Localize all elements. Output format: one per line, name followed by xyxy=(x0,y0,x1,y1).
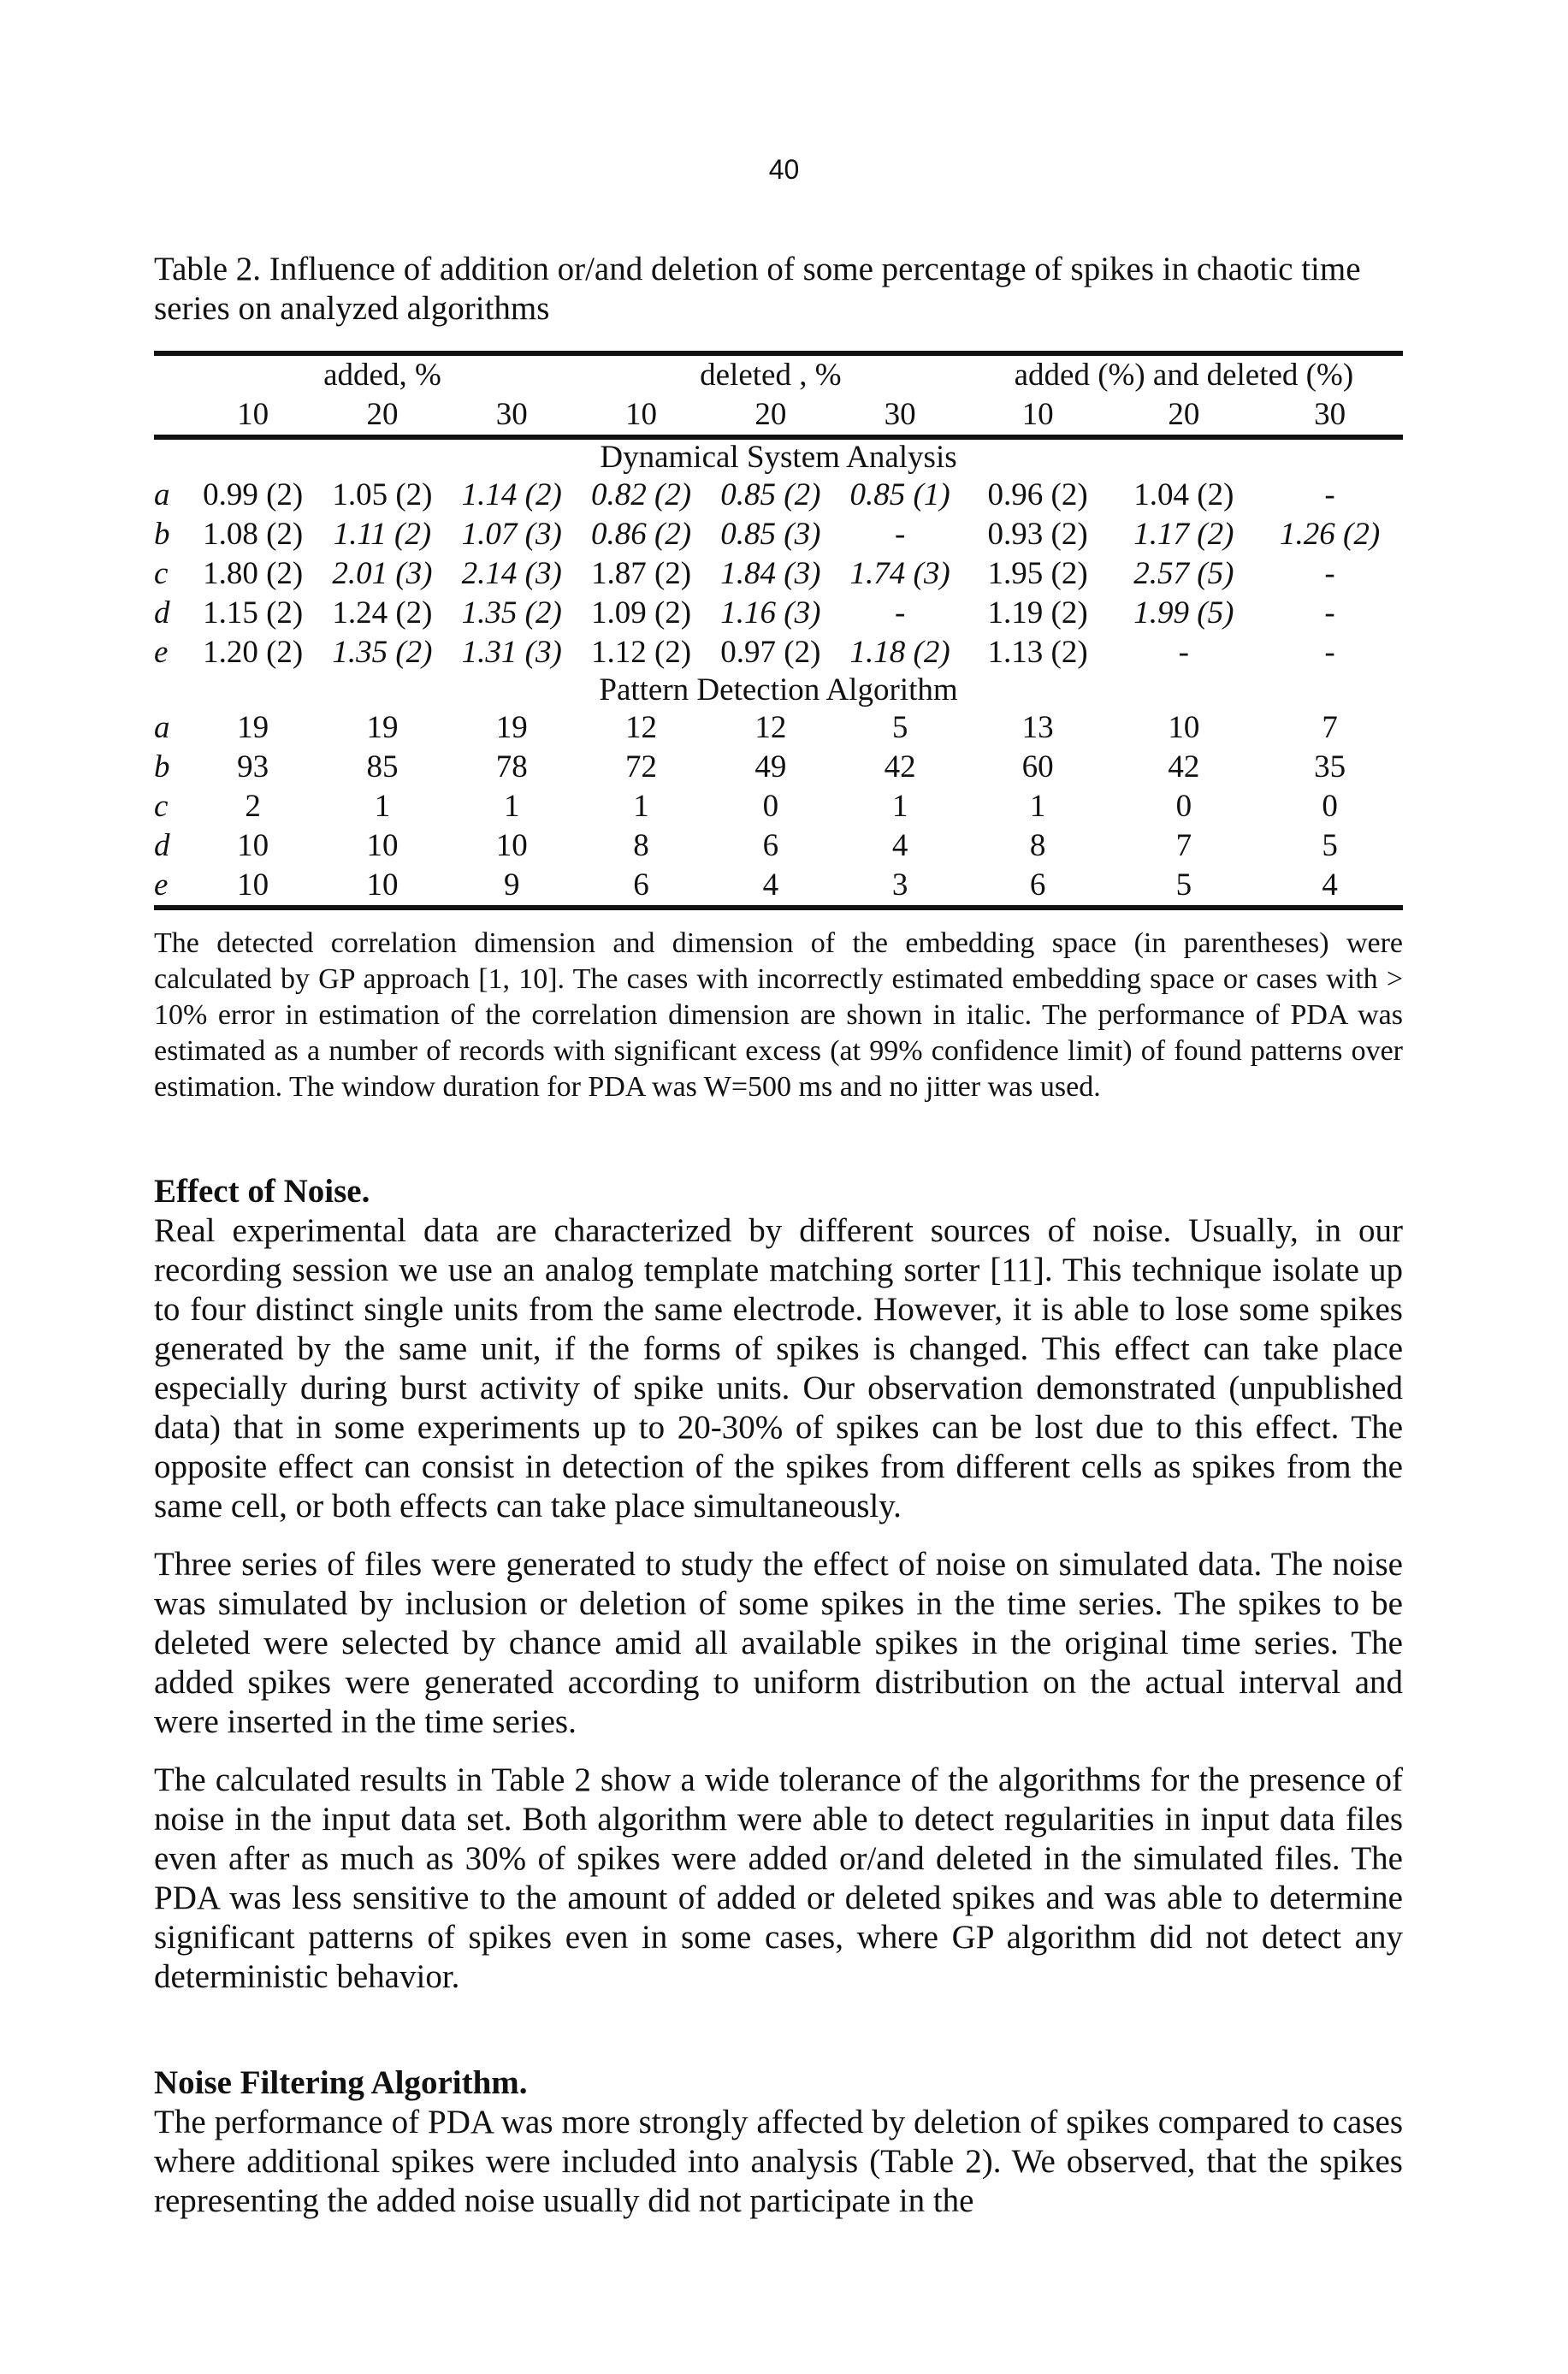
table-cell: 85 xyxy=(366,749,399,784)
table-cell: 1.74 (3) xyxy=(849,556,950,591)
table-cell: 9 xyxy=(447,866,577,908)
table-cell: 1 xyxy=(374,789,391,824)
table-cell: 5 xyxy=(1110,866,1257,908)
table-cell: 10 xyxy=(237,828,269,863)
table-cell: 6 xyxy=(762,828,779,863)
table-cell: 0.93 (2) xyxy=(987,517,1088,552)
table-cell: 1.09 (2) xyxy=(590,595,692,631)
table-cell: 19 xyxy=(366,710,399,745)
table-cell: 72 xyxy=(625,749,658,784)
page-content xyxy=(154,250,1403,2240)
column-header: 10 xyxy=(577,395,706,437)
table-cell: 35 xyxy=(1314,749,1346,784)
table-caption: Table 2. Influence of addition or/and deletion of some percentage of spikes in chaotic time series on analyzed algorithms xyxy=(154,251,1361,327)
section-title: Pattern Detection Algorithm xyxy=(599,672,958,707)
body-sections xyxy=(154,1172,1403,2221)
table-cell: 1.35 (2) xyxy=(332,635,433,670)
header-columns-row xyxy=(154,395,1403,437)
table-cell: 1.08 (2) xyxy=(203,517,304,552)
group-header: deleted , % xyxy=(577,353,965,395)
table-row xyxy=(154,866,1403,908)
table-cell: 49 xyxy=(754,749,787,784)
row-label: b xyxy=(154,517,170,552)
table-cell: 1 xyxy=(891,789,908,824)
table-cell: 10 xyxy=(495,828,528,863)
table-cell: 5 xyxy=(1322,828,1338,863)
row-label: e xyxy=(154,635,169,670)
table-row xyxy=(154,594,1403,633)
table-cell: 10 xyxy=(1168,710,1200,745)
row-label: a xyxy=(154,710,170,745)
paragraph: Real experimental data are characterized by different sources of noise. Usually, in our recording session we use an analog template matching sorter [11]. This technique isolate up to four distinct single units from the same electrode. However, it is able to lose some spikes generated by the same unit, if the forms of spikes is changed. This effect can take place especially during burst activity of spike units. Our observation demonstrated (unpublished data) that in some experiments up to 20-30% of spikes can be lost due to this effect. The opposite effect can consist in detection of the spikes from different cells as spikes from the same cell, or both effects can take place simultaneously. xyxy=(154,1212,1403,1524)
section-title-row xyxy=(154,437,1403,476)
section-heading: Effect of Noise. xyxy=(154,1173,370,1210)
column-header: 10 xyxy=(188,395,317,437)
table-cell: 1.84 (3) xyxy=(720,556,821,591)
table-cell: 1.05 (2) xyxy=(332,477,433,512)
table-cell: 2.01 (3) xyxy=(332,556,433,591)
table-row xyxy=(154,554,1403,594)
table-cell: 10 xyxy=(366,828,399,863)
table-row xyxy=(154,748,1403,787)
row-label: c xyxy=(154,789,169,824)
column-header: 10 xyxy=(965,395,1111,437)
table-cell: 1.16 (3) xyxy=(720,595,821,631)
table-cell: 1.80 (2) xyxy=(203,556,304,591)
table-cell: 1.07 (3) xyxy=(461,517,562,552)
table-cell: 0.97 (2) xyxy=(720,635,821,670)
row-label: a xyxy=(154,477,170,512)
table-cell: 1 xyxy=(633,789,649,824)
table-cell: 1.04 (2) xyxy=(1133,477,1234,512)
table-cell: 10 xyxy=(317,866,447,908)
paragraph: Three series of files were generated to study the effect of noise on simulated data. The noise was simulated by inclusion or deletion of some spikes in the time series. The spikes to be deleted were selected by chance amid all available spikes in the original time series. The added spikes were generated according to uniform distribution on the actual interval and were inserted in the time series. xyxy=(154,1546,1403,1740)
table-row xyxy=(154,633,1403,672)
table-cell: 1.11 (2) xyxy=(333,517,432,552)
table-row xyxy=(154,787,1403,826)
table-cell: 0.99 (2) xyxy=(203,477,304,512)
table-cell: 12 xyxy=(625,710,658,745)
group-header: added (%) and deleted (%) xyxy=(965,353,1403,395)
table-cell: 1.87 (2) xyxy=(590,556,692,591)
table-cell: 8 xyxy=(1029,828,1046,863)
table-cell: 6 xyxy=(965,866,1111,908)
table-cell: 0.85 (3) xyxy=(720,517,821,552)
table-cell: 1.12 (2) xyxy=(590,635,692,670)
table-cell: 1.99 (5) xyxy=(1133,595,1234,631)
table-cell: - xyxy=(1178,635,1189,670)
table-cell: 19 xyxy=(237,710,269,745)
table-cell: - xyxy=(894,595,906,631)
table-cell: 0.96 (2) xyxy=(987,477,1088,512)
table-row xyxy=(154,515,1403,554)
table-cell: 6 xyxy=(577,866,706,908)
table-cell: - xyxy=(1324,595,1335,631)
table-cell: 1.26 (2) xyxy=(1280,517,1381,552)
row-label: e xyxy=(154,866,188,908)
table-cell: 2.57 (5) xyxy=(1133,556,1234,591)
table-cell: 0.82 (2) xyxy=(590,477,692,512)
table-cell: 1.19 (2) xyxy=(987,595,1088,631)
table-cell: 19 xyxy=(495,710,528,745)
table-cell: 1.15 (2) xyxy=(203,595,304,631)
table-cell: 4 xyxy=(891,828,908,863)
section-title: Dynamical System Analysis xyxy=(600,440,957,475)
section-title-row xyxy=(154,672,1403,708)
page-number: 40 xyxy=(768,154,800,185)
table-cell: 42 xyxy=(884,749,916,784)
corner-cell xyxy=(154,395,188,437)
table-cell: 4 xyxy=(1257,866,1403,908)
table-cell: 10 xyxy=(188,866,317,908)
table-cell: - xyxy=(1324,635,1335,670)
table-note: The detected correlation dimension and dimension of the embedding space (in parentheses) were calculated by GP approach [1, 10]. The cases with incorrectly estimated embedding space or cases with > 10% error in estimation of the correlation dimension are shown in italic. The performance of PDA was estimated as a number of records with significant excess (at 99% confidence limit) of found patterns over estimation. The window duration for PDA was W=500 ms and no jitter was used. xyxy=(154,927,1403,1103)
table-cell: 2.14 (3) xyxy=(461,556,562,591)
table-cell: 1.95 (2) xyxy=(987,556,1088,591)
table-cell: - xyxy=(894,517,906,552)
table-cell: 0.85 (1) xyxy=(849,477,950,512)
table-cell: 42 xyxy=(1168,749,1200,784)
table-cell: 2 xyxy=(245,789,261,824)
column-header: 30 xyxy=(835,395,964,437)
section-heading: Noise Filtering Algorithm. xyxy=(154,2064,528,2101)
table-cell: 1.13 (2) xyxy=(987,635,1088,670)
table-cell: 1.17 (2) xyxy=(1133,517,1234,552)
table-cell: 5 xyxy=(891,710,908,745)
table-cell: 0.85 (2) xyxy=(720,477,821,512)
row-label: d xyxy=(154,595,170,631)
table-cell: 7 xyxy=(1322,710,1338,745)
row-label: c xyxy=(154,556,169,591)
table-cell: 93 xyxy=(237,749,269,784)
table-cell: 12 xyxy=(754,710,787,745)
table-cell: 0.86 (2) xyxy=(590,517,692,552)
paragraph: The calculated results in Table 2 show a wide tolerance of the algorithms for the presence of noise in the input data set. Both algorithm were able to detect regularities in input data files even after as much as 30% of spikes were added or/and deleted in the simulated files. The PDA was less sensitive to the amount of added or deleted spikes and was able to determine significant patterns of spikes even in some cases, where GP algorithm did not detect any deterministic behavior. xyxy=(154,1761,1403,1995)
table-cell: 0 xyxy=(762,789,779,824)
table-cell: 1.20 (2) xyxy=(203,635,304,670)
table-row xyxy=(154,826,1403,866)
table-cell: 1 xyxy=(1029,789,1046,824)
corner-cell xyxy=(154,353,188,395)
table-cell: 0 xyxy=(1175,789,1192,824)
header-groups-row xyxy=(154,353,1403,395)
table-cell: 60 xyxy=(1021,749,1054,784)
table-row xyxy=(154,476,1403,515)
table-cell: - xyxy=(1324,556,1335,591)
table-cell: 1.24 (2) xyxy=(332,595,433,631)
column-header: 20 xyxy=(706,395,835,437)
table-cell: 8 xyxy=(633,828,649,863)
column-header: 20 xyxy=(317,395,447,437)
table-cell: 78 xyxy=(495,749,528,784)
column-header: 30 xyxy=(447,395,577,437)
table-cell: 4 xyxy=(706,866,835,908)
paragraph: The performance of PDA was more strongly affected by deletion of spikes compared to cases where additional spikes were included into analysis (Table 2). We observed, that the spikes representing the added noise usually did not participate in the xyxy=(154,2104,1403,2219)
column-header: 20 xyxy=(1110,395,1257,437)
table-cell: 13 xyxy=(1021,710,1054,745)
results-table xyxy=(154,351,1403,910)
row-label: b xyxy=(154,749,170,784)
group-header: added, % xyxy=(188,353,577,395)
table-cell: 1.18 (2) xyxy=(849,635,950,670)
table-cell: 1 xyxy=(503,789,520,824)
table-cell: 3 xyxy=(835,866,964,908)
table-cell: 0 xyxy=(1322,789,1338,824)
table-cell: - xyxy=(1324,477,1335,512)
table-cell: 1.35 (2) xyxy=(461,595,562,631)
column-header: 30 xyxy=(1257,395,1403,437)
table-cell: 7 xyxy=(1175,828,1192,863)
table-row xyxy=(154,708,1403,748)
table-cell: 1.14 (2) xyxy=(461,477,562,512)
table-cell: 1.31 (3) xyxy=(461,635,562,670)
row-label: d xyxy=(154,828,170,863)
